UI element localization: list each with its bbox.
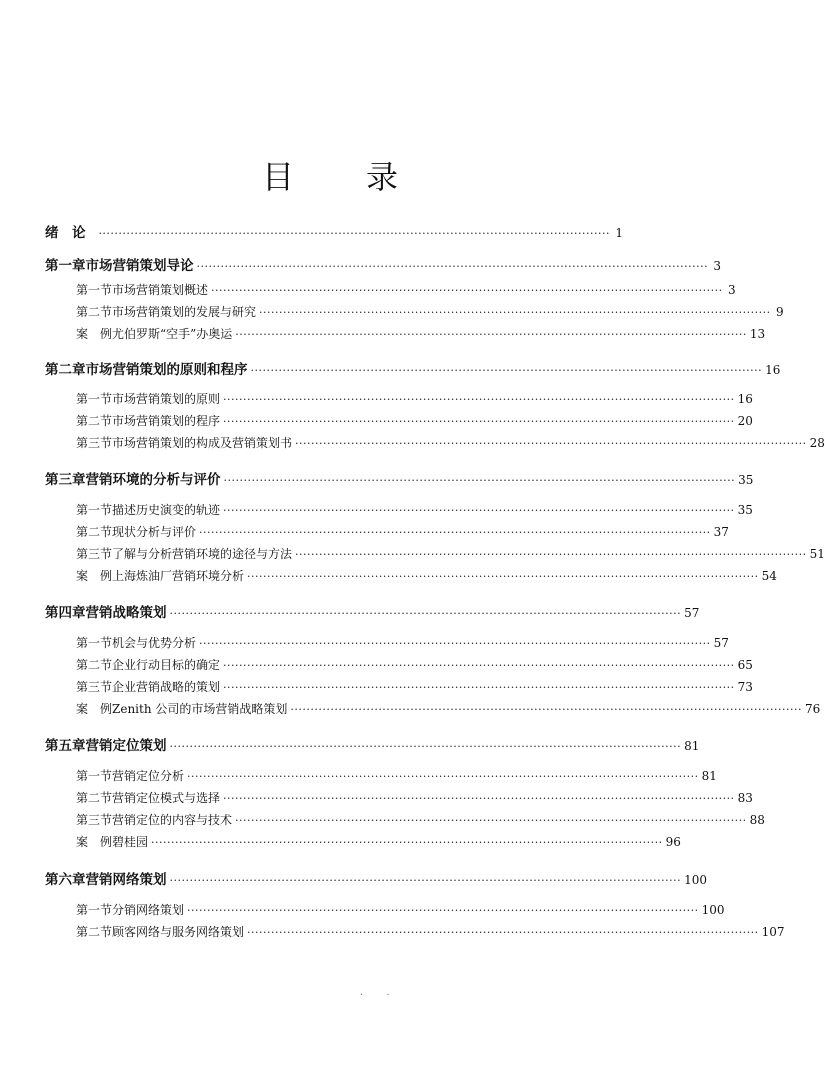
toc-section-row: [76, 700, 821, 717]
toc-section-row: [76, 767, 717, 784]
toc-dot-leader: ································································································································: [211, 284, 723, 297]
toc-entry-title: 市场营销策划的原则: [112, 392, 221, 406]
toc-section-row: [76, 390, 753, 407]
toc-dot-leader: ································································································································: [199, 637, 711, 650]
scan-specks: · ·: [360, 990, 400, 1001]
toc-page-number: 100: [684, 873, 707, 887]
toc-entry-number: 案 例: [76, 569, 113, 583]
toc-entry-title: 营销定位模式与选择: [112, 791, 221, 805]
toc-chapter-row: [45, 601, 700, 621]
toc-entry-number: 第二节: [76, 414, 113, 428]
toc-dot-leader: ································································································································: [169, 740, 682, 753]
toc-entry-number: 第二节: [76, 305, 113, 319]
toc-entry-title: 营销战略策划: [85, 605, 167, 621]
toc-entry-number: 案 例: [76, 835, 113, 849]
toc-section-row: [76, 901, 725, 918]
toc-dot-leader: ································································································································: [223, 792, 735, 805]
toc-dot-leader: ································································································································: [169, 874, 682, 887]
toc-entry-title: 营销定位的内容与技术: [112, 813, 233, 827]
toc-dot-leader: ································································································································: [187, 770, 699, 783]
toc-dot-leader: ································································································································: [196, 260, 709, 273]
toc-dot-leader: ································································································································: [247, 926, 759, 939]
toc-section-row: [76, 678, 753, 695]
toc-entry-number: 第二节: [76, 658, 113, 672]
toc-page-number: 37: [713, 525, 729, 539]
toc-page-number: 1: [615, 226, 623, 240]
toc-entry-title: 碧桂园: [112, 835, 149, 849]
toc-dot-leader: ································································································································: [223, 681, 735, 694]
toc-dot-leader: ································································································································: [98, 227, 610, 240]
toc-dot-leader: ································································································································: [223, 504, 735, 517]
toc-dot-leader: ································································································································: [259, 306, 771, 319]
toc-entry-title: 市场营销策划概述: [112, 283, 209, 297]
toc-section-row: [76, 303, 784, 320]
toc-page-number: 13: [749, 327, 766, 341]
toc-dot-leader: ································································································································: [223, 659, 735, 672]
toc-page-number: 54: [761, 569, 777, 583]
toc-page-number: 83: [737, 791, 753, 805]
toc-section-row: [76, 789, 753, 806]
toc-entry-title: 分销网络策划: [112, 903, 185, 917]
toc-page-number: 100: [701, 903, 725, 917]
toc-page-number: 57: [713, 636, 729, 650]
toc-page-number: 76: [804, 702, 821, 716]
toc-chapter-row: [45, 468, 754, 488]
toc-section-row: [76, 567, 777, 584]
toc-chapter-row: [45, 254, 722, 274]
toc-entry-number: 第三节: [76, 680, 113, 694]
toc-dot-leader: ································································································································: [250, 364, 763, 377]
toc-entry-number: 案 例: [76, 702, 113, 716]
toc-section-row: [76, 833, 681, 850]
toc-section-row: [76, 325, 766, 342]
toc-page-number: 9: [775, 305, 784, 319]
toc-page-number: 16: [765, 363, 781, 377]
toc-chapter-row: [45, 221, 623, 241]
toc-entry-number: 第四章: [45, 605, 86, 621]
toc-entry-number: 第二节: [76, 525, 113, 539]
toc-page-number: 3: [727, 283, 736, 297]
toc-dot-leader: ································································································································: [295, 437, 807, 450]
toc-dot-leader: ································································································································: [290, 703, 802, 716]
toc-dot-leader: ································································································································: [223, 474, 736, 487]
toc-entry-title: 企业行动目标的确定: [112, 658, 221, 672]
toc-page-number: 20: [737, 414, 753, 428]
toc-entry-number: 案 例: [76, 327, 113, 341]
toc-entry-number: 第一章: [45, 258, 86, 274]
toc-entry-number: 第三节: [76, 436, 113, 450]
toc-entry-number: 第一节: [76, 503, 113, 517]
toc-dot-leader: ································································································································: [247, 570, 759, 583]
toc-dot-leader: ································································································································: [151, 836, 663, 849]
toc-page-number: 16: [737, 392, 753, 406]
toc-entry-number: 第六章: [45, 872, 86, 888]
toc-entry-number: 第一节: [76, 769, 113, 783]
toc-section-row: [76, 923, 785, 940]
toc-dot-leader: ································································································································: [187, 904, 699, 917]
toc-entry-number: 第二节: [76, 791, 113, 805]
toc-dot-leader: ································································································································: [235, 814, 747, 827]
toc-section-row: [76, 281, 736, 298]
toc-entry-number: 第一节: [76, 392, 113, 406]
toc-page-number: 81: [701, 769, 717, 783]
toc-entry-title: 营销环境的分析与评价: [85, 472, 221, 488]
toc-entry-title: 机会与优势分析: [112, 636, 197, 650]
toc-page-number: 35: [738, 473, 754, 487]
toc-section-row: [76, 811, 765, 828]
toc-entry-title: 营销定位分析: [112, 769, 185, 783]
toc-entry-title: 营销定位策划: [85, 738, 167, 754]
toc-entry-title: 了解与分析营销环境的途径与方法: [112, 547, 293, 561]
toc-section-row: [76, 501, 753, 518]
toc-entry-title: 顾客网络与服务网络策划: [112, 925, 245, 939]
toc-section-row: [76, 412, 753, 429]
toc-entry-title: 上海炼油厂营销环境分析: [112, 569, 245, 583]
toc-entry-number: 第三节: [76, 547, 113, 561]
toc-page-number: 96: [665, 835, 681, 849]
toc-entry-number: 第一节: [76, 903, 113, 917]
toc-entry-number: 第一节: [76, 636, 113, 650]
toc-entry-title: 营销网络策划: [85, 872, 167, 888]
toc-entry-number: 第五章: [45, 738, 86, 754]
toc-entry-title: 描述历史演变的轨迹: [112, 503, 221, 517]
toc-entry-title: Zenith 公司的市场营销战略策划: [112, 702, 288, 716]
title-char-2: 录: [366, 158, 399, 196]
toc-page-number: 3: [713, 259, 722, 273]
page-title: [0, 152, 713, 196]
toc-section-row: [76, 434, 825, 451]
toc-dot-leader: ································································································································: [169, 607, 682, 620]
toc-entry-title: 市场营销策划的原则和程序: [85, 362, 248, 378]
toc-page-number: 28: [809, 436, 825, 450]
toc-chapter-row: [45, 868, 707, 888]
title-char-1: 目: [262, 158, 295, 196]
toc-page-number: 107: [761, 925, 785, 939]
toc-chapter-row: [45, 358, 781, 378]
toc-section-row: [76, 634, 729, 651]
toc-entry-number: 第二章: [45, 362, 86, 378]
toc-entry-number: 第一节: [76, 283, 113, 297]
toc-dot-leader: ································································································································: [199, 526, 711, 539]
toc-entry-number: 第二节: [76, 925, 113, 939]
toc-page-number: 51: [809, 547, 825, 561]
toc-entry-number: 第三节: [76, 813, 113, 827]
toc-dot-leader: ································································································································: [235, 328, 747, 341]
toc-entry-title: 现状分析与评价: [112, 525, 197, 539]
toc-entry-title: 市场营销策划的程序: [112, 414, 221, 428]
toc-entry-number: 第三章: [45, 472, 86, 488]
toc-dot-leader: ································································································································: [223, 393, 735, 406]
toc-page-number: 81: [684, 739, 700, 753]
toc-dot-leader: ································································································································: [223, 415, 735, 428]
toc-dot-leader: ································································································································: [295, 548, 807, 561]
toc-page-number: 57: [684, 606, 700, 620]
toc-entry-title: 企业营销战略的策划: [112, 680, 221, 694]
toc-page-number: 65: [737, 658, 753, 672]
toc-entry-title: 市场营销策划的构成及营销策划书: [112, 436, 293, 450]
toc-section-row: [76, 656, 753, 673]
toc-entry-title: 市场营销策划导论: [85, 258, 194, 274]
toc-entry-title: 市场营销策划的发展与研究: [112, 305, 257, 319]
toc-entry-title: 尤伯罗斯“空手”办奥运: [112, 327, 233, 341]
toc-page-number: 88: [749, 813, 765, 827]
toc-section-row: [76, 523, 729, 540]
toc-page-number: 35: [737, 503, 753, 517]
toc-section-row: [76, 545, 825, 562]
toc-entry-number: 绪 论: [45, 225, 86, 241]
toc-chapter-row: [45, 734, 700, 754]
toc-page-number: 73: [737, 680, 753, 694]
